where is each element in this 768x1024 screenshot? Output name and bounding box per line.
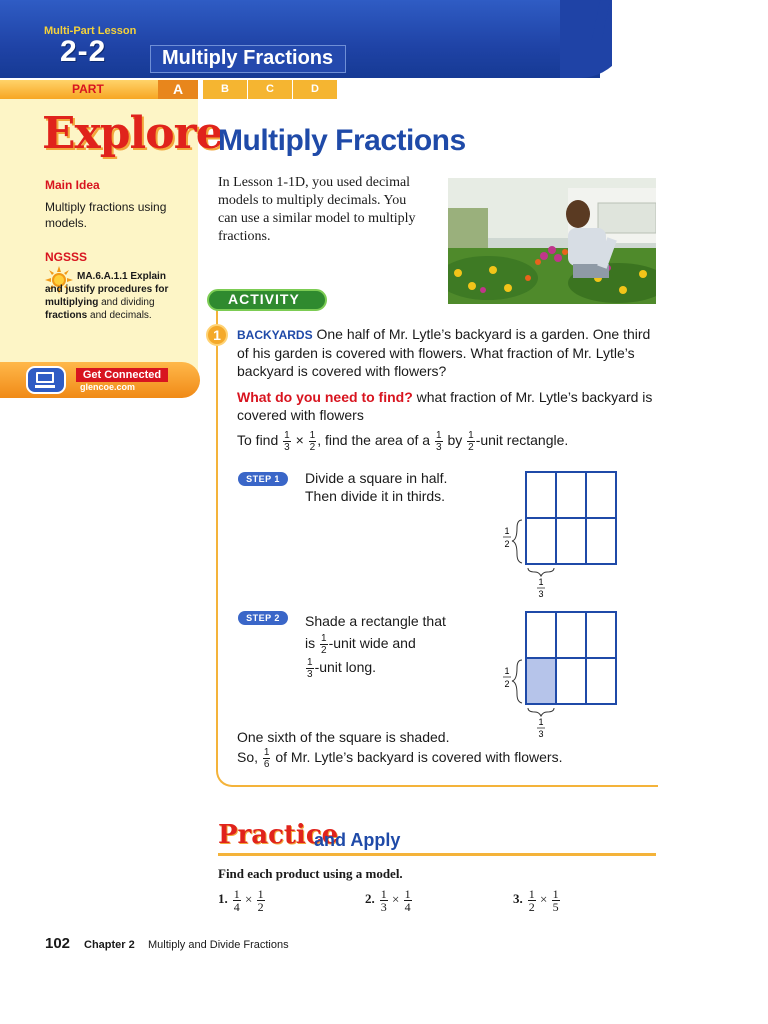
exercise-1: 1. $\frac{1}{4}$ × $\frac{1}{2}$ <box>218 887 264 914</box>
page-title: Multiply Fractions <box>218 124 466 157</box>
to-find-text-1: To find <box>237 432 279 449</box>
fraction-one-half: $\frac{1}{2}$ <box>468 430 474 453</box>
grid-model-step-2 <box>498 610 620 738</box>
grid-1-label-third-den: 3 <box>538 589 544 598</box>
practice-subheading: and Apply <box>314 830 401 850</box>
part-tab-d[interactable]: D <box>293 80 337 99</box>
problem-body: One half of Mr. Lytle’s backyard is a garden. One third of his garden is covered with flowers. What fraction of Mr. Lytle’s backyard is covered with flowers? <box>237 326 651 379</box>
times-sign: × <box>295 432 304 449</box>
conclusion-line-2: So, $\frac{1}{6}$ of Mr. Lytle’s backyard is covered with flowers. <box>237 747 563 770</box>
practice-instruction: Find each product using a model. <box>218 866 403 881</box>
page-number: 102 <box>45 935 71 952</box>
practice-divider <box>218 853 656 856</box>
step-1-badge: STEP 1 <box>238 472 288 486</box>
part-tab-a[interactable]: A <box>158 80 198 99</box>
chapter-title: Multiply and Divide Fractions <box>148 939 289 951</box>
ngsss-text-3: and dividing <box>101 297 155 308</box>
grid-2-label-third-den: 3 <box>538 729 544 738</box>
problem-number-badge: 1 <box>206 324 228 346</box>
fraction-one-sixth: $\frac{1}{6}$ <box>263 747 270 770</box>
ngsss-text <box>45 270 185 322</box>
banner-gap <box>612 0 768 80</box>
lesson-kicker: Multi-Part Lesson <box>44 25 137 37</box>
part-label: PART <box>72 82 104 96</box>
exercise-3: 3. $\frac{1}{2}$ × $\frac{1}{5}$ <box>513 887 559 914</box>
shaded-cell <box>527 659 555 703</box>
get-connected-url[interactable]: glencoe.com <box>80 382 136 392</box>
ngsss-text-4: fractions <box>45 310 88 321</box>
problem-text <box>237 325 657 380</box>
fraction-one-half: $\frac{1}{2}$ <box>309 430 316 453</box>
lesson-number: 2-2 <box>60 35 107 68</box>
main-idea-heading: Main Idea <box>45 178 100 192</box>
gardener-photo <box>448 178 656 304</box>
grid-2-label-half-num: 1 <box>504 666 510 676</box>
part-tab-c[interactable]: C <box>248 80 292 99</box>
find-question-answer: what fraction of Mr. Lytle’s backyard is covered with flowers <box>237 389 653 423</box>
computer-icon <box>26 366 66 394</box>
lesson-banner <box>0 0 768 80</box>
find-question-label: What do you need to find? <box>237 389 413 405</box>
activity-label: ACTIVITY <box>228 291 300 307</box>
lesson-title: Multiply Fractions <box>162 47 334 69</box>
ngsss-text-2: multiplying <box>45 297 99 308</box>
conclusion-line-1: One sixth of the square is shaded. <box>237 729 450 745</box>
step-2-text <box>305 610 465 680</box>
practice-heading: Practice <box>218 820 339 850</box>
ngsss-text-5: and decimals. <box>90 310 152 321</box>
step-1-text: Divide a square in half. Then divide it in thirds. <box>305 470 448 504</box>
exercise-2: 2. $\frac{1}{3}$ × $\frac{1}{4}$ <box>365 887 411 914</box>
to-find-by: by <box>447 432 463 449</box>
grid-model-step-1 <box>498 470 620 598</box>
step-2-badge: STEP 2 <box>238 611 288 625</box>
ngsss-heading: NGSSS <box>45 250 88 264</box>
fraction-one-third: $\frac{1}{3}$ <box>435 430 442 453</box>
explore-heading: Explore <box>42 108 223 159</box>
step-2-line-3: $\frac{1}{3}$ -unit long. <box>307 656 377 680</box>
grid-2-label-half-den: 2 <box>504 679 510 689</box>
grid-1-label-third-num: 1 <box>538 577 544 587</box>
problem-kicker: BACKYARDS <box>237 328 313 342</box>
conclusion-text <box>237 727 657 770</box>
main-idea-text: Multiply fractions using models. <box>45 200 167 230</box>
fraction-one-third: $\frac{1}{3}$ <box>284 430 290 453</box>
intro-text: In Lesson 1-1D, you used decimal models to multiply decimals. You can use a similar model to multiply fractions. <box>218 175 416 244</box>
step-2-line-1: Shade a rectangle that <box>305 613 446 629</box>
chapter-label: Chapter 2 <box>84 939 135 951</box>
ngsss-text-1: Explain and justify procedures for <box>45 271 169 295</box>
parts-row <box>0 80 340 99</box>
ngsss-code: MA.6.A.1.1 <box>77 271 128 282</box>
grid-1-label-half-den: 2 <box>504 539 510 549</box>
to-find-text-3: -unit rectangle. <box>475 432 569 449</box>
grid-2-label-third-num: 1 <box>538 717 544 727</box>
part-tab-b[interactable]: B <box>203 80 247 99</box>
step-2-line-2: is $\frac{1}{2}$ -unit wide and <box>305 632 416 656</box>
to-find-line <box>237 430 568 453</box>
grid-1-label-half-num: 1 <box>504 526 510 536</box>
get-connected-label[interactable]: Get Connected <box>76 368 168 382</box>
find-question <box>237 388 657 424</box>
to-find-text-2: , find the area of a <box>317 432 431 449</box>
